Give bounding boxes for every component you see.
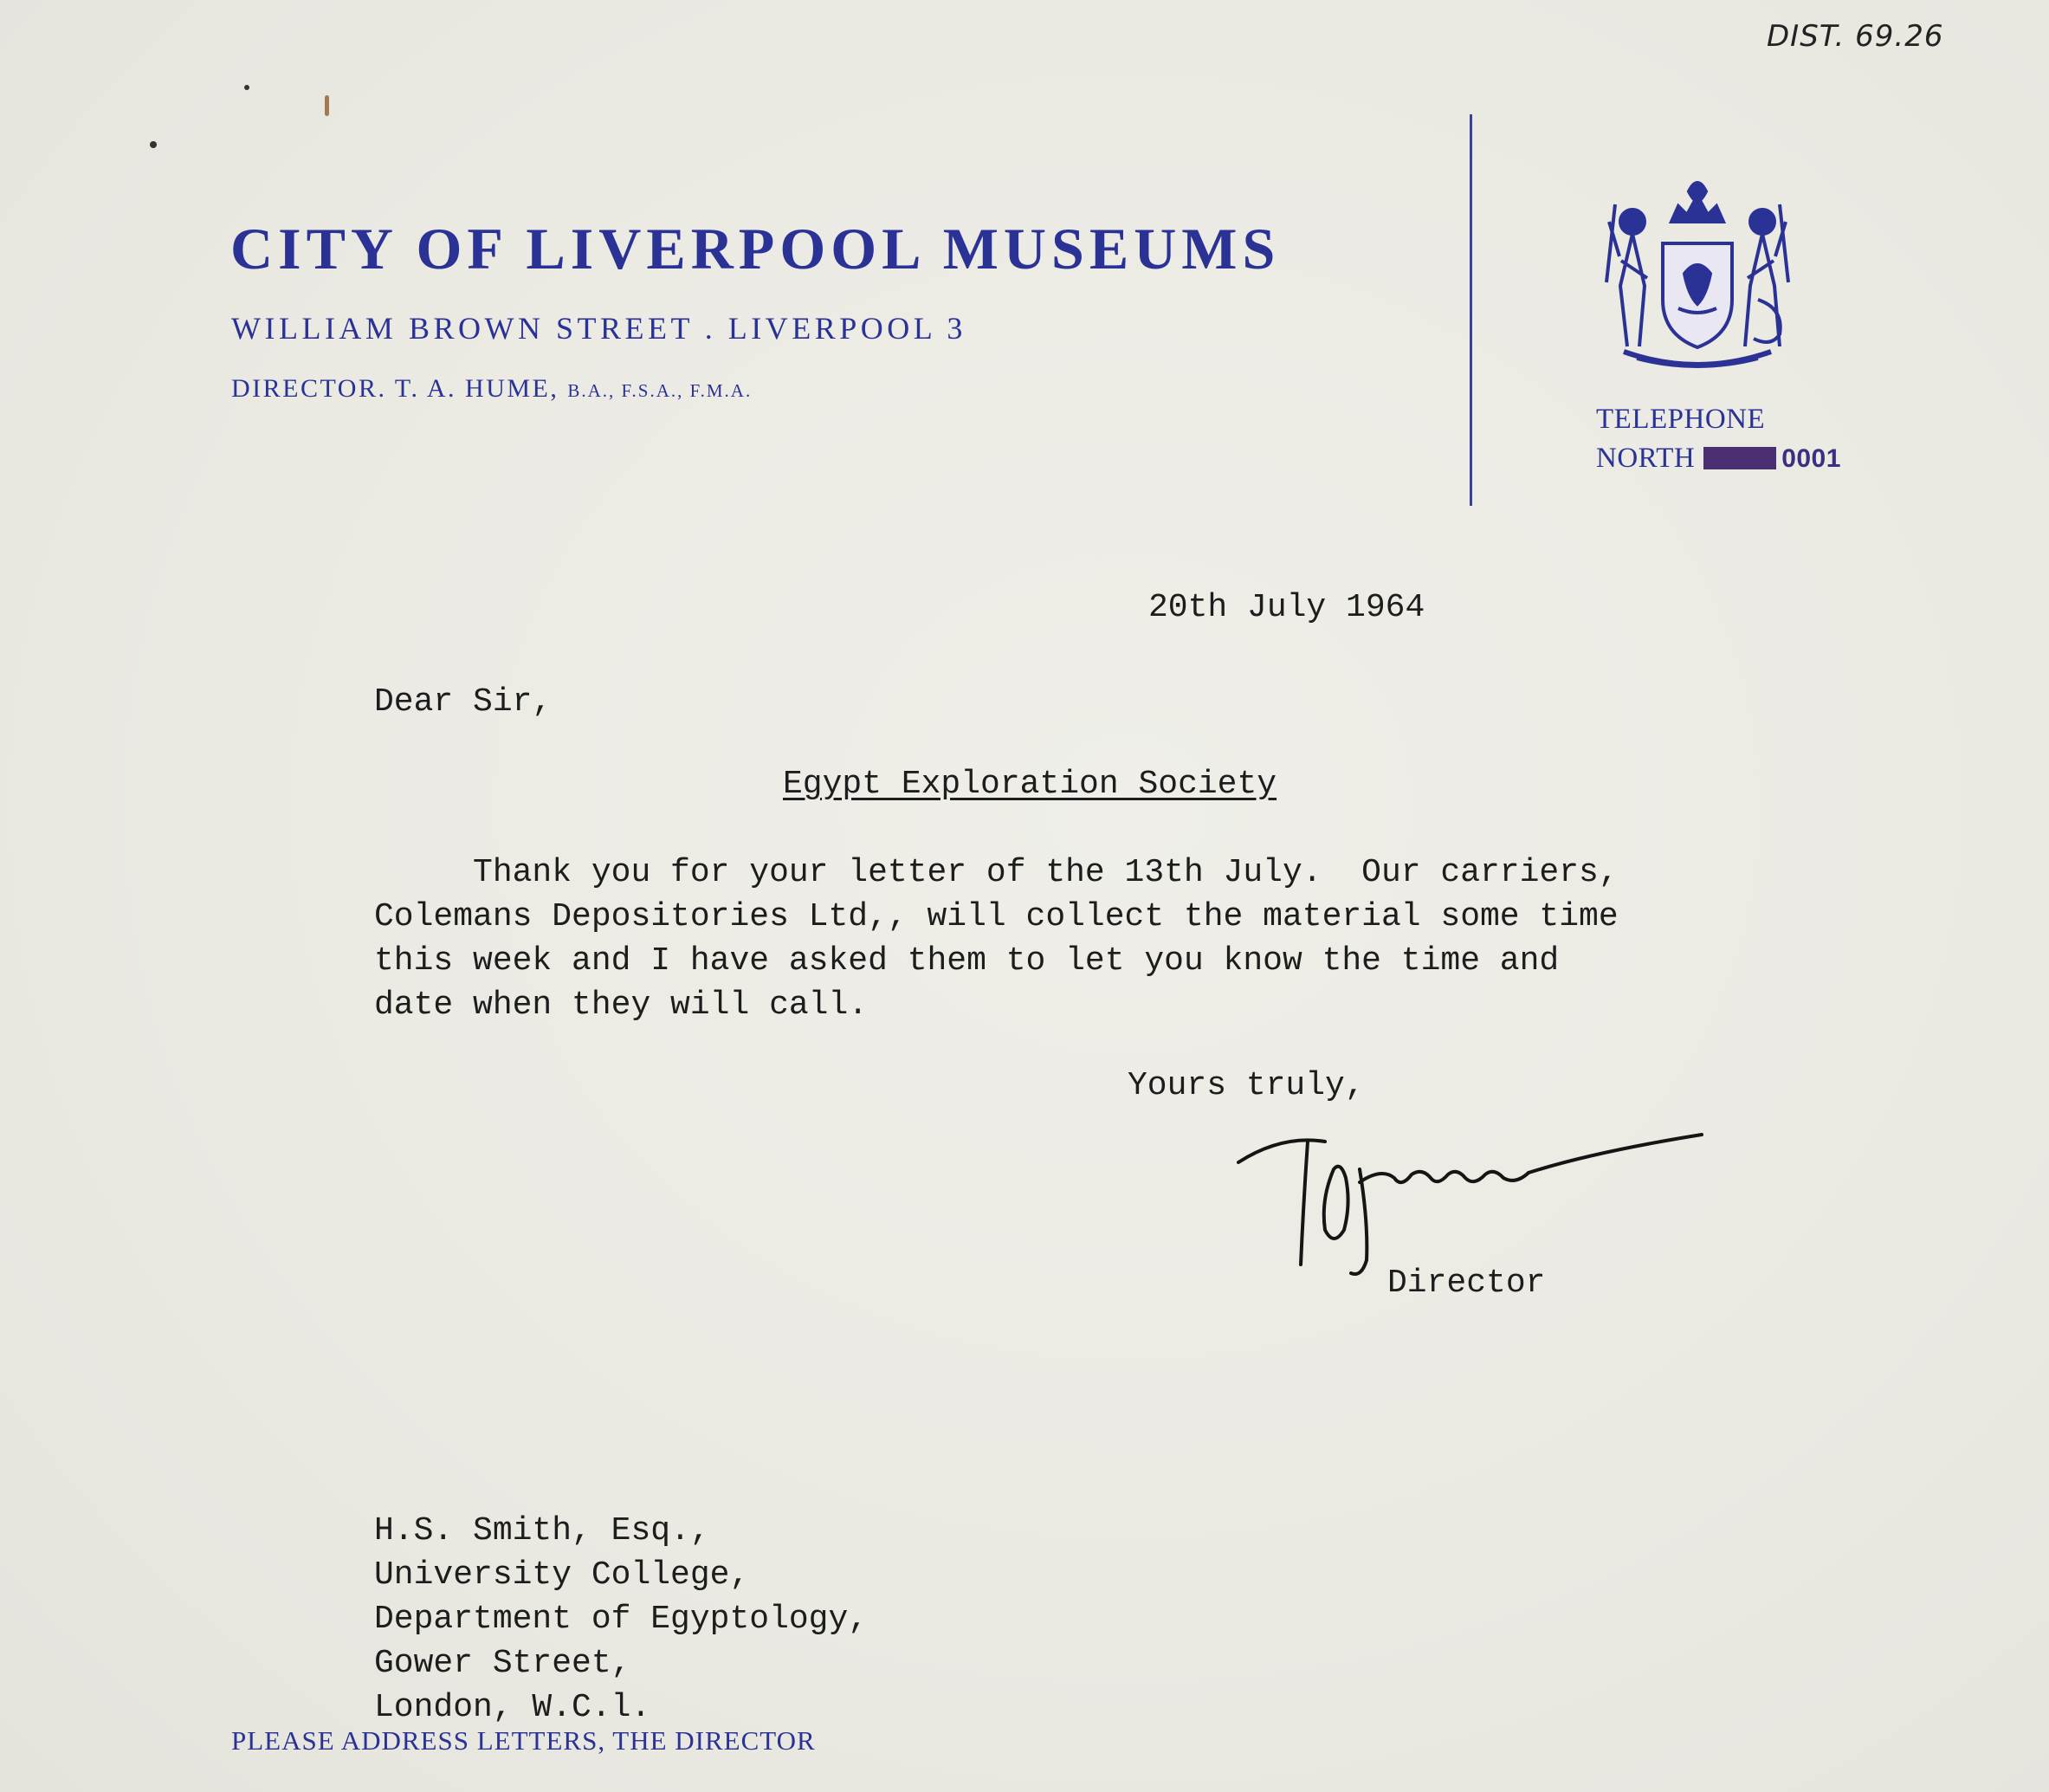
ink-speck bbox=[150, 141, 157, 148]
letterhead-address: WILLIAM BROWN STREET . LIVERPOOL 3 bbox=[231, 311, 966, 346]
director-line bbox=[231, 374, 752, 404]
catalog-number: DIST. 69.26 bbox=[1767, 19, 1944, 54]
body-line: date when they will call. bbox=[374, 987, 869, 1024]
closing: Yours truly, bbox=[1128, 1067, 1365, 1104]
recipient-line: Department of Egyptology, bbox=[374, 1601, 869, 1638]
subject-line: Egypt Exploration Society bbox=[783, 766, 1277, 803]
letter-date: 20th July 1964 bbox=[1148, 589, 1425, 626]
ink-speck bbox=[244, 85, 249, 90]
coat-of-arms-icon bbox=[1602, 170, 1793, 369]
recipient-line: Gower Street, bbox=[374, 1645, 631, 1682]
telephone-exchange: NORTH bbox=[1596, 443, 1696, 474]
redaction-bar bbox=[1703, 447, 1776, 469]
letter-body bbox=[374, 851, 1619, 1027]
signatory-title: Director bbox=[1387, 1265, 1546, 1302]
organization-name: CITY OF LIVERPOOL MUSEUMS bbox=[230, 216, 1281, 281]
telephone-label: TELEPHONE bbox=[1596, 404, 1766, 435]
recipient-line: H.S. Smith, Esq., bbox=[374, 1512, 710, 1549]
telephone-line bbox=[1596, 443, 1841, 475]
telephone-number: 0001 bbox=[1781, 444, 1841, 473]
director-qualifications: B.A., F.S.A., F.M.A. bbox=[567, 380, 753, 401]
footer-note: PLEASE ADDRESS LETTERS, THE DIRECTOR bbox=[231, 1725, 816, 1756]
recipient-line: London, W.C.l. bbox=[374, 1689, 651, 1726]
recipient-line: University College, bbox=[374, 1556, 750, 1594]
director-name: DIRECTOR. T. A. HUME, bbox=[231, 374, 568, 403]
body-line: Thank you for your letter of the 13th July. Our carriers, bbox=[374, 854, 1619, 891]
body-line: Colemans Depositories Ltd,, will collect the material some time bbox=[374, 898, 1619, 935]
body-line: this week and I have asked them to let you know the time and bbox=[374, 942, 1560, 980]
salutation: Dear Sir, bbox=[374, 683, 553, 721]
stain-mark bbox=[325, 95, 329, 116]
letterhead-divider bbox=[1470, 114, 1472, 506]
recipient-address bbox=[374, 1509, 868, 1730]
